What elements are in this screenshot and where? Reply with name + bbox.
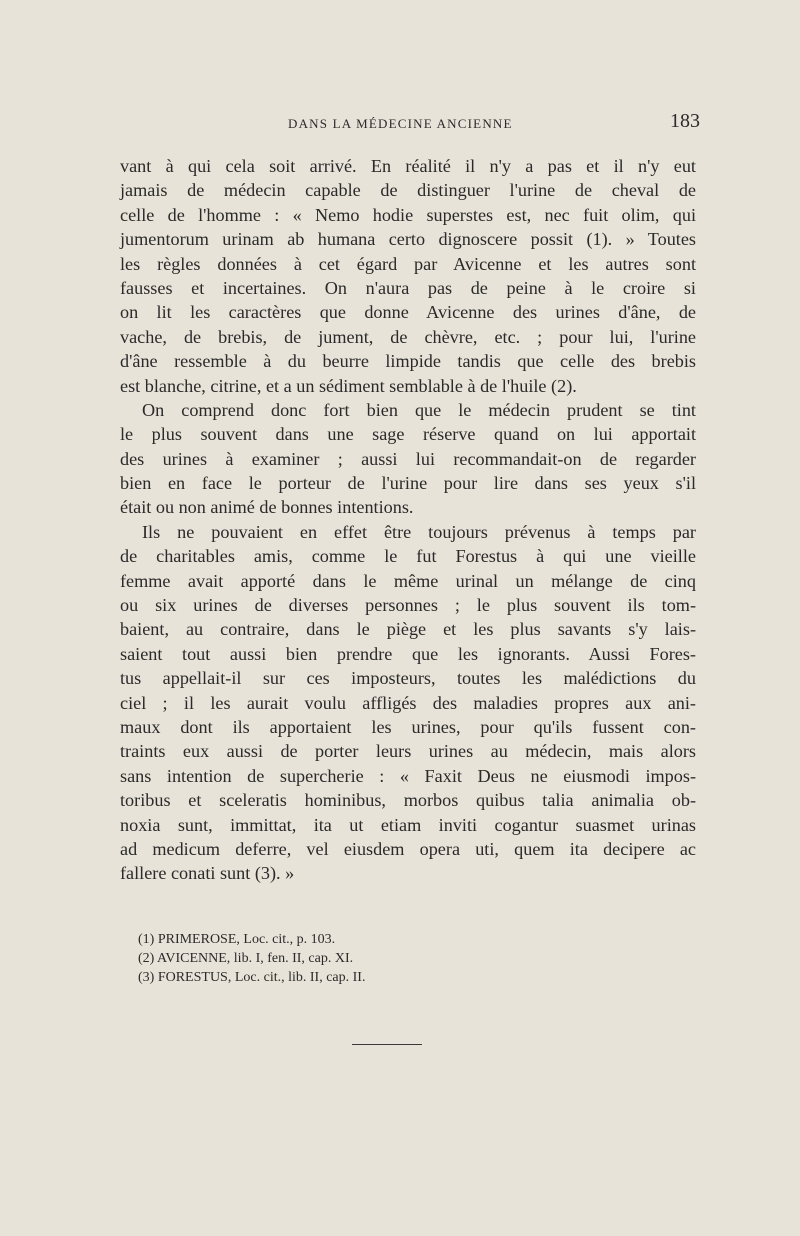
text-line: tus appellait-il sur ces imposteurs, toutes les malédictions du [120, 668, 696, 689]
text-line: était ou non animé de bonnes intentions. [120, 497, 414, 518]
footnote: (2) AVICENNE, lib. I, fen. II, cap. XI. [138, 951, 354, 967]
text-line: jamais de médecin capable de distinguer l'urine de cheval de [120, 180, 696, 201]
footnote: (3) FORESTUS, Loc. cit., lib. II, cap. II. [138, 970, 366, 986]
body-text [120, 154, 696, 886]
text-line: On comprend donc fort bien que le médecin prudent se tint [142, 399, 696, 420]
text-line: est blanche, citrine, et a un sédiment semblable à de l'huile (2). [120, 375, 577, 396]
text-line: fallere conati sunt (3). » [120, 863, 295, 884]
text-line: Ils ne pouvaient en effet être toujours prévenus à temps par [142, 521, 696, 542]
text-line: ciel ; il les aurait voulu affligés des maladies propres aux ani- [120, 692, 696, 713]
text-line: ou six urines de diverses personnes ; le plus souvent ils tom- [120, 595, 696, 616]
text-line: vant à qui cela soit arrivé. En réalité il n'y a pas et il n'y eut [120, 156, 696, 176]
text-line: le plus souvent dans une sage réserve quand on lui apportait [120, 424, 696, 445]
footnotes [138, 930, 638, 988]
text-line: noxia sunt, immittat, ita ut etiam inviti cogantur suasmet urinas [120, 814, 696, 835]
text-line: d'âne ressemble à du beurre limpide tandis que celle des brebis [120, 351, 696, 372]
text-line: femme avait apporté dans le même urinal un mélange de cinq [120, 570, 696, 591]
text-line: traints eux aussi de porter leurs urines au médecin, mais alors [120, 741, 696, 762]
page-number: 183 [670, 110, 700, 132]
text-line: saient tout aussi bien prendre que les ignorants. Aussi Fores- [120, 643, 696, 664]
text-line: vache, de brebis, de jument, de chèvre, etc. ; pour lui, l'urine [120, 326, 696, 347]
text-line: de charitables amis, comme le fut Forestus à qui une vieille [120, 546, 696, 567]
section-rule [352, 1044, 422, 1045]
text-line: ad medicum deferre, vel eiusdem opera uti, quem ita decipere ac [120, 838, 696, 859]
text-line: toribus et sceleratis hominibus, morbos quibus talia animalia ob- [120, 790, 696, 811]
text-line: jumentorum urinam ab humana certo dignoscere possit (1). » Toutes [120, 229, 696, 250]
text-line: baient, au contraire, dans le piège et les plus savants s'y lais- [120, 619, 696, 640]
text-line: bien en face le porteur de l'urine pour lire dans ses yeux s'il [120, 473, 696, 494]
text-line: maux dont ils apportaient les urines, pour qu'ils fussent con- [120, 716, 696, 737]
text-line: celle de l'homme : « Nemo hodie superstes est, nec fuit olim, qui [120, 204, 696, 225]
page-header [120, 112, 700, 136]
text-line: sans intention de supercherie : « Faxit Deus ne eiusmodi impos- [120, 765, 696, 786]
text-line: fausses et incertaines. On n'aura pas de peine à le croire si [120, 277, 696, 298]
running-head: DANS LA MÉDECINE ANCIENNE [288, 116, 513, 131]
text-line: les règles données à cet égard par Avicenne et les autres sont [120, 253, 696, 274]
text-line: on lit les caractères que donne Avicenne des urines d'âne, de [120, 302, 696, 323]
footnote: (1) PRIMEROSE, Loc. cit., p. 103. [138, 932, 336, 947]
text-line: des urines à examiner ; aussi lui recommandait-on de regarder [120, 448, 696, 469]
